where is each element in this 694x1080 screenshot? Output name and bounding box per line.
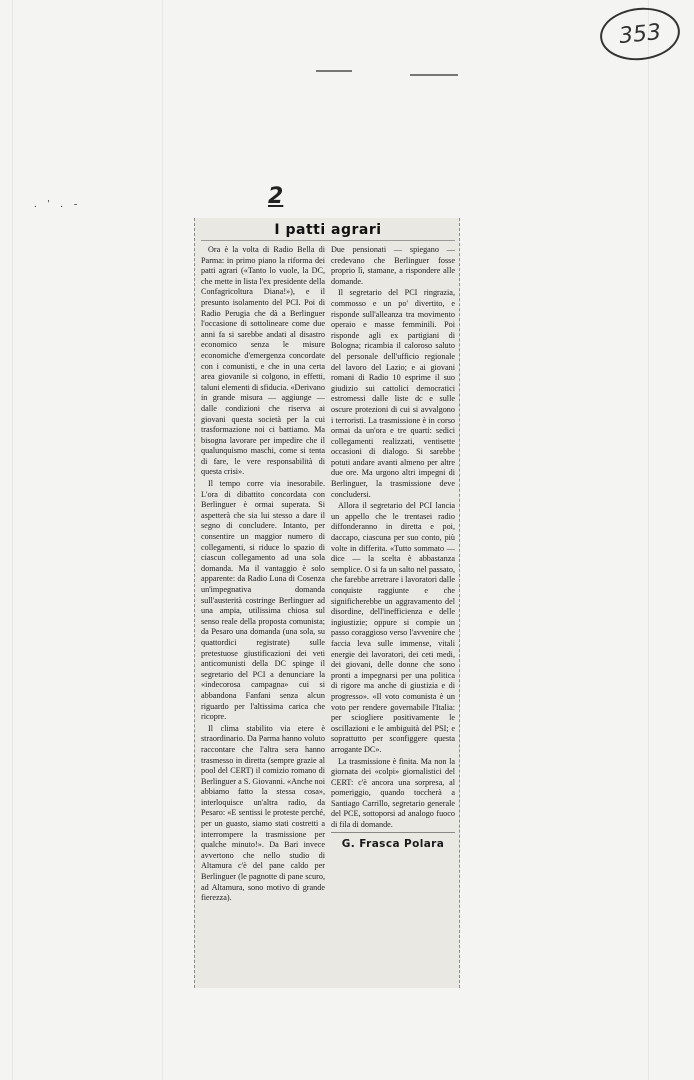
fold-line xyxy=(162,0,163,1080)
paragraph: Il segretario del PCI ringrazia, commosso e un po' divertito, e risponde sull'alleanza tra movimento operaio e masse femminili. Poi risponde agli ex partigiani di Bologna; ricambia il caloroso saluto del personale dell'ufficio regionale del lavoro del Lazio; e ai giovani romani di Radio 10 esprime il suo giudizio sui cattolici democratici estromessi dalle liste dc e sulle oscure protezioni di cui si avvalgono i terroristi. La trasmissione è in corso ormai da un'ora e tre quarti: sedici collegamenti realizzati, ventisette occasioni di dialogo. Si sarebbe potuti andare avanti almeno per altre due ore. Ma urgono altri impegni di Berlinguer, la trasmissione deve concludersi. xyxy=(331,288,455,499)
paragraph: Ora è la volta di Radio Bella di Parma: in primo piano la riforma dei patti agrari («Tanto lo vuole, la DC, che mette in lista l'ex presidente della Confagricoltura Diana!»), e il presunto isolamento del PCI. Poi di Radio Perugia che dà a Berlinguer l'occasione di sottolineare come due anni fa si sarebbe andati al disastro economico senza le misure economiche d'emergenza concordate con i comunisti, e che in una certa area giovanile si colgono, in effetti, taluni elementi di sfiducia. «Derivano in grande misura — aggiunge — dalle condizioni che riserva ai giovani questa società per la cui trasformazione noi ci battiamo. Ma bisogna lavorare per impedire che il qualunquismo maschi, come si tenta di fare, le vere responsabilità di questa crisi». xyxy=(201,245,325,477)
byline-rule xyxy=(331,832,455,833)
article-column-left xyxy=(201,245,325,905)
article-columns xyxy=(201,245,455,905)
ink-specks: . ' . - xyxy=(34,198,82,210)
headline: I patti agrari xyxy=(201,222,455,241)
article-column-right xyxy=(331,245,455,905)
page-number: 353 xyxy=(617,19,663,49)
paragraph: Due pensionati — spiegano — credevano che Berlinguer fosse proprio lì, stamane, a rispondere alle domande. xyxy=(331,245,455,286)
fold-line xyxy=(648,0,649,1080)
byline: G. Frasca Polara xyxy=(341,837,445,850)
pencil-mark xyxy=(410,74,458,76)
paragraph: Il tempo corre via inesorabile. L'ora di dibattito concordata con Berlinguer è ormai superata. Si aspetterà che sia lui stesso a dare il segno di concludere. Intanto, per consentire un maggior numero di collegamenti, si riduce lo spazio di ciascun collegamento ad una sola domanda. Ma il vantaggio è solo apparente: da Radio Luna di Cosenza un'impegnativa domanda sull'austerità costringe Berlinguer ad una ampia, utilissima chiosa sul senso reale della proposta comunista; da Pesaro una domanda (una sola, su quattordici registrate) sulle pretestuose giustificazioni dei veti anticomunisti della DC spinge il segretario del PCI a denunciare la «indecorosa campagna» cui si abbandona Fanfani senza alcun riguardo per l'altissima carica che ricopre. xyxy=(201,479,325,722)
paragraph: Allora il segretario del PCI lancia un appello che le trentasei radio diffonderanno in diretta e poi, daccapo, ciascuna per suo conto, più volte in differita. «Tutto sommato — dice — la scelta è abbastanza semplice. O si fa un salto nel passato, che farebbe arretrare i lavoratori dalle conquiste raggiunte e che significherebbe un aggravamento del disordine, dell'inefficienza e delle ingiustizie; oppure si compie un passo coraggioso verso l'avvenire che faccia leva sulle immense, vitali energie dei lavoratori, dei ceti medi, dei giovani, delle donne che sono pronti a impegnarsi per una politica di rigore ma anche di giustizia e di progresso». «Il voto comunista è un voto per rendere governabile l'Italia: per sciogliere positivamente le oscillazioni e le ambiguità del PSI; e soprattutto per sconfiggere questa arrogante DC». xyxy=(331,501,455,754)
handwritten-number: 2 xyxy=(268,184,284,209)
fold-line xyxy=(12,0,13,1080)
newspaper-clipping xyxy=(194,218,460,988)
page-number-stamp xyxy=(598,4,683,64)
pencil-mark xyxy=(316,70,352,72)
paragraph: Il clima stabilito via etere è straordinario. Da Parma hanno voluto raccontare che l'altra sera hanno trasmesso in diretta (sempre grazie al pool del CERT) il comizio romano di Berlinguer a S. Giovanni. «Anche noi abbiamo fatto la stessa cosa», interloquisce un'altra radio, da Pesaro: «E sentissi le proteste perché, per un guasto, siamo stati costretti a interrompere la trasmissione per qualche minuto!». Da Bari invece avvertono che nello studio di Altamura c'è del pane caldo per Berlinguer (le pagnotte di pane scuro, ad Altamura, sono motivo di grande fierezza). xyxy=(201,723,325,903)
paragraph: La trasmissione è finita. Ma non la giornata dei «colpi» giornalistici del CERT: c'è ancora una sorpresa, al pomeriggio, quando toccherà a Santiago Carrillo, segretario generale del PCE, sottoporsi ad analogo fuoco di fila di domande. xyxy=(331,756,455,830)
